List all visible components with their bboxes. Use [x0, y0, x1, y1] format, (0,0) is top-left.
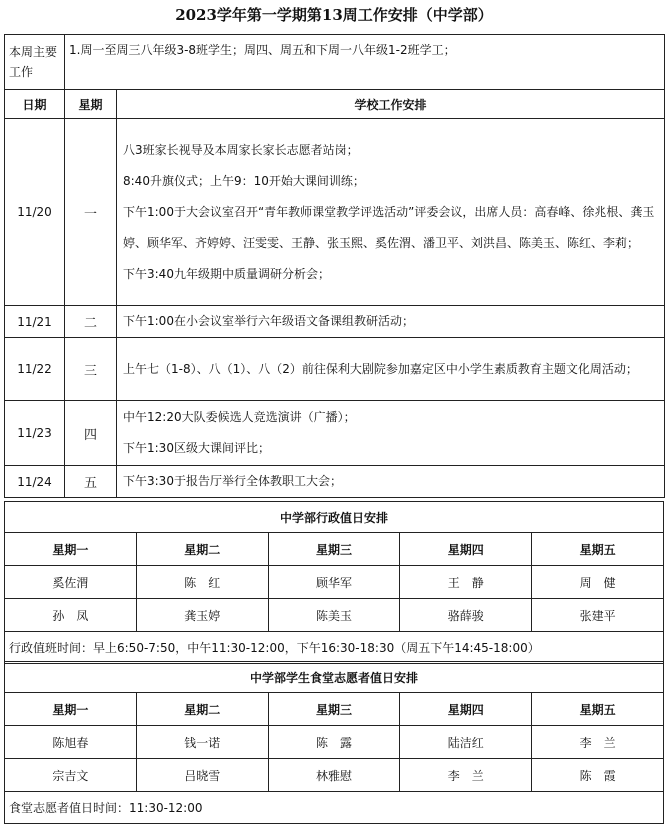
- schedule-row: [5, 119, 665, 306]
- duty-person: 骆薛骏: [400, 599, 532, 632]
- duty-person: 王 静: [400, 566, 532, 599]
- row-items: [117, 119, 665, 306]
- duty-person: 陈美玉: [268, 599, 400, 632]
- header-date: 日期: [5, 90, 65, 119]
- duty-day-header: 星期四: [400, 693, 532, 726]
- work-item: 下午1:30区级大课间评比；: [123, 441, 270, 455]
- duty-day-header: 星期一: [5, 693, 137, 726]
- duty-person: 龚玉婷: [136, 599, 268, 632]
- duty-person: 顾华军: [268, 566, 400, 599]
- schedule-row: [5, 306, 665, 338]
- duty-day-header: 星期三: [268, 693, 400, 726]
- duty-person: 孙 凤: [5, 599, 137, 632]
- duty-person: 李 兰: [400, 759, 532, 792]
- duty-person: 张建平: [532, 599, 664, 632]
- row-weekday: 三: [65, 338, 117, 401]
- work-item: 下午1:00在小会议室举行六年级语文备课组教研活动；: [123, 314, 414, 328]
- header-weekday: 星期: [65, 90, 117, 119]
- duty-day-header: 星期三: [268, 533, 400, 566]
- admin-duty-note: 行政值班时间：早上6:50-7:50，中午11:30-12:00，下午16:30-18:30（周五下午14:45-18:00）: [5, 632, 664, 664]
- header-work: 学校工作安排: [117, 90, 665, 119]
- duty-person: 陈 露: [268, 726, 400, 759]
- row-date: 11/22: [5, 338, 65, 401]
- duty-person: 陈 霞: [532, 759, 664, 792]
- row-items: [117, 306, 665, 338]
- duty-person: 陈旭春: [5, 726, 137, 759]
- schedule-row: [5, 466, 665, 498]
- work-item: 八3班家长视导及本周家长家长志愿者站岗；: [123, 142, 359, 157]
- work-item: 中午12:20大队委候选人竞选演讲（广播）；: [123, 410, 356, 424]
- row-date: 11/20: [5, 119, 65, 306]
- work-item: 上午七（1-8）、八（1）、八（2）前往保利大剧院参加嘉定区中小学生素质教育主题文化周活动；: [123, 361, 638, 376]
- admin-duty-title: 中学部行政值日安排: [5, 502, 664, 533]
- row-items: [117, 401, 665, 466]
- row-weekday: 一: [65, 119, 117, 306]
- duty-day-header: 星期一: [5, 533, 137, 566]
- schedule-row: [5, 338, 665, 401]
- duty-day-header: 星期五: [532, 693, 664, 726]
- canteen-duty-title: 中学部学生食堂志愿者值日安排: [5, 662, 664, 693]
- focus-text: 1.周一至周三八年级3-8班学生；周四、周五和下周一八年级1-2班学工；: [65, 35, 665, 90]
- admin-duty-table: [4, 501, 664, 664]
- focus-label: 本周主要工作: [5, 35, 65, 90]
- duty-day-header: 星期二: [136, 693, 268, 726]
- duty-person: 吕晓雪: [136, 759, 268, 792]
- duty-person: 周 健: [532, 566, 664, 599]
- row-items: [117, 466, 665, 498]
- schedule-table: [4, 34, 665, 498]
- work-item: 下午3:40九年级期中质量调研分析会；: [123, 266, 330, 281]
- duty-person: 李 兰: [532, 726, 664, 759]
- row-weekday: 五: [65, 466, 117, 498]
- canteen-duty-note: 食堂志愿者值日时间：11:30-12:00: [5, 792, 664, 824]
- row-weekday: 二: [65, 306, 117, 338]
- duty-day-header: 星期二: [136, 533, 268, 566]
- row-items: [117, 338, 665, 401]
- row-date: 11/23: [5, 401, 65, 466]
- duty-person: 陈 红: [136, 566, 268, 599]
- duty-person: 宗吉文: [5, 759, 137, 792]
- duty-day-header: 星期四: [400, 533, 532, 566]
- work-item: 下午1:00于大会议室召开“青年教师课堂教学评选活动”评委会议，出席人员：高春峰、徐兆根、龚玉婷、顾华军、齐婷婷、汪雯雯、王静、张玉熙、奚佐渭、潘卫平、刘洪昌、陈美玉、陈红、李莉；: [123, 204, 655, 250]
- page-title: 2023学年第一学期第13周工作安排（中学部）: [175, 6, 493, 24]
- focus-row: [5, 35, 665, 90]
- row-date: 11/21: [5, 306, 65, 338]
- duty-person: 奚佐渭: [5, 566, 137, 599]
- duty-day-header: 星期五: [532, 533, 664, 566]
- schedule-header-row: [5, 90, 665, 119]
- schedule-row: [5, 401, 665, 466]
- duty-person: 林雅慰: [268, 759, 400, 792]
- duty-person: 钱一诺: [136, 726, 268, 759]
- canteen-duty-table: [4, 661, 664, 824]
- row-date: 11/24: [5, 466, 65, 498]
- row-weekday: 四: [65, 401, 117, 466]
- duty-person: 陆洁红: [400, 726, 532, 759]
- work-item: 8:40升旗仪式；上午9：10开始大课间训练；: [123, 173, 365, 188]
- work-item: 下午3:30于报告厅举行全体教职工大会；: [123, 474, 342, 488]
